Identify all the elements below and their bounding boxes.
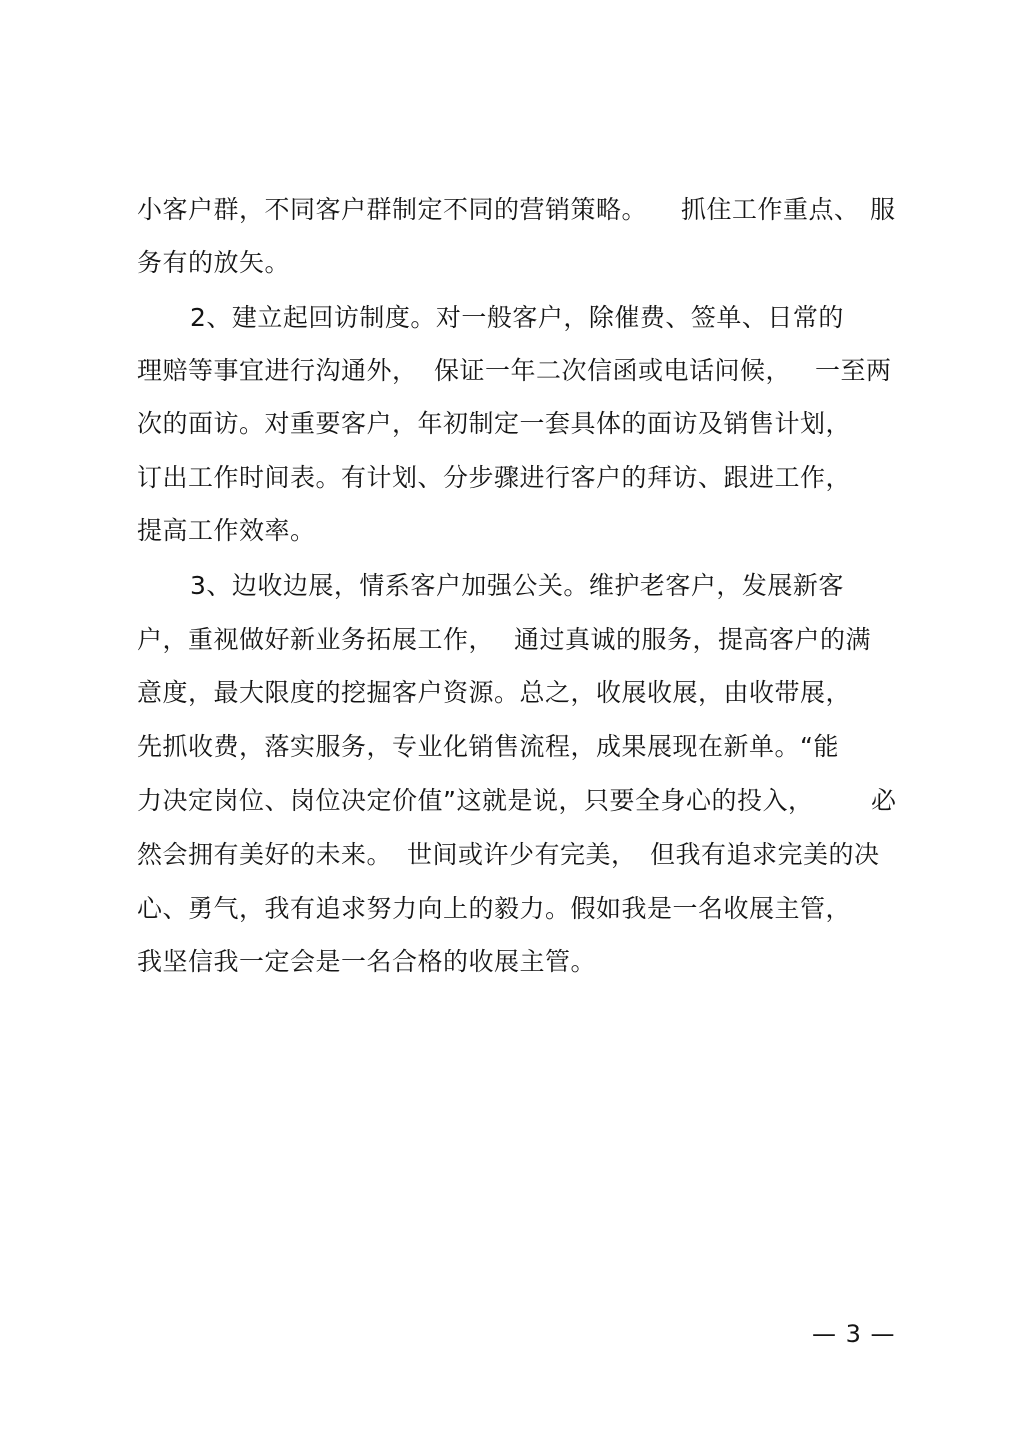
text-line [137,784,897,818]
text-segment: 意度，最大限度的挖掘客户资源。总之，收展收展，由收带展， [137,678,852,707]
text-line [137,676,897,710]
text-segment: 务有的放矢。 [137,248,291,277]
text-line [190,301,890,335]
text-segment: 力决定岗位、岗位决定价值”这就是说，只要全身心的投入， [137,786,814,815]
text-segment: 保证一年二次信函或电话问候， [434,356,792,385]
text-line [137,892,897,926]
text-line [137,623,897,657]
text-segment: 抓住工作重点、 [681,195,860,224]
text-line [137,514,897,548]
text-line [137,945,897,979]
text-line [137,407,897,441]
text-segment: 先抓收费，落实服务，专业化销售流程，成果展现在新单。“能 [137,732,839,761]
text-segment: 理赔等事宜进行沟通外， [137,356,418,385]
text-segment: 服 [870,195,896,224]
text-segment: 3、边收边展，情系客户加强公关。维护老客户，发展新客 [190,571,844,600]
text-segment: 一至两 [815,356,892,385]
text-line [137,730,897,764]
text-segment: 必 [871,786,897,815]
text-segment: 订出工作时间表。有计划、分步骤进行客户的拜访、跟进工作， [137,463,852,492]
text-segment: 心、勇气，我有追求努力向上的毅力。假如我是一名收展主管， [137,894,852,923]
text-segment: 世间或许少有完美， [407,840,637,869]
text-line [137,838,897,872]
text-line [137,193,897,227]
text-segment: 然会拥有美好的未来。 [137,840,393,869]
text-segment: 小客户群，不同客户群制定不同的营销策略。 [137,195,648,224]
text-segment: 次的面访。对重要客户，年初制定一套具体的面访及销售计划， [137,409,852,438]
text-segment: 提高工作效率。 [137,516,316,545]
text-segment: 但我有追求完美的决 [650,840,880,869]
page-number: — 3 — [812,1320,896,1348]
text-line [137,246,897,280]
text-segment: 我坚信我一定会是一名合格的收展主管。 [137,947,597,976]
text-line [137,354,897,388]
text-line [190,569,890,603]
text-segment: 通过真诚的服务，提高客户的满 [514,625,872,654]
text-segment: 户，重视做好新业务拓展工作， [137,625,495,654]
text-line [137,461,897,495]
text-segment: 2、建立起回访制度。对一般客户，除催费、签单、日常的 [190,303,844,332]
